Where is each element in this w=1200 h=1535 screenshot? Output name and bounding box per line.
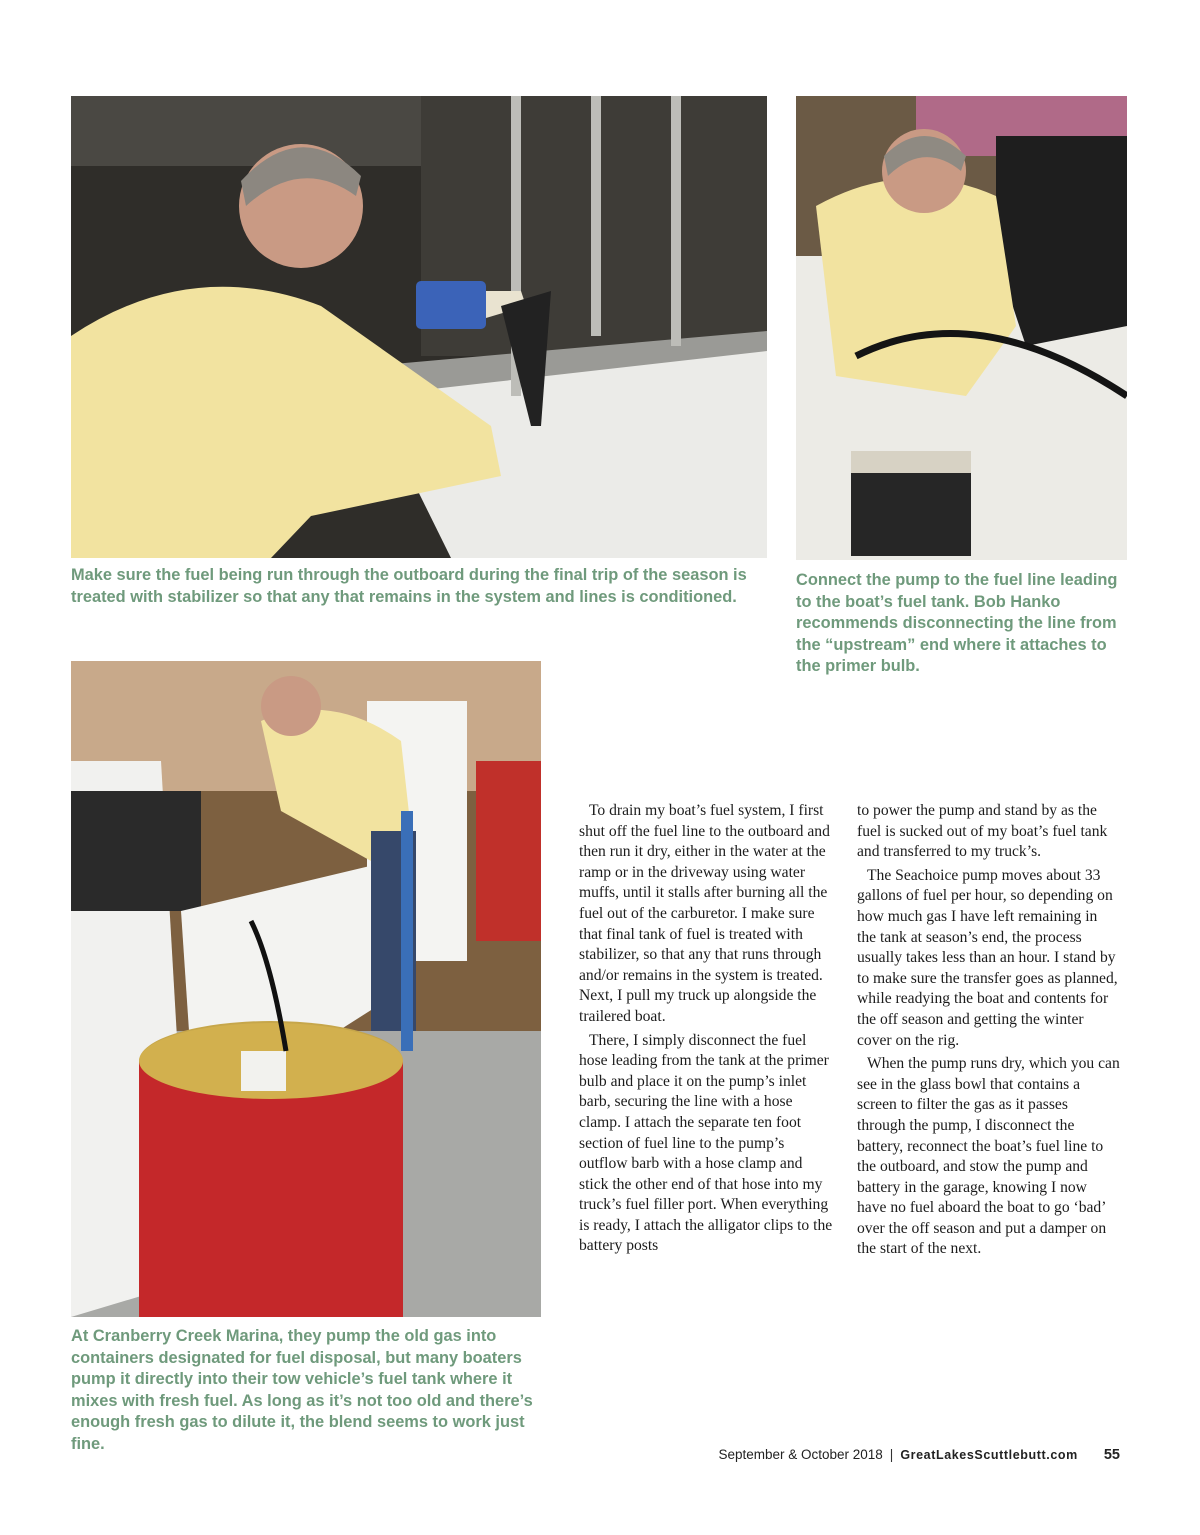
- article-paragraph: The Seachoice pump moves about 33 gallons of fuel per hour, so depending on how much gas I have left remaining in the tank at season’s end, the process usually takes less than an hour. I stand by to make sure the transfer goes as planned, while readying the boat and contents for the off season and getting the winter cover on the rig.: [857, 866, 1118, 1049]
- article-column-1: [579, 801, 835, 1260]
- article-paragraph: When the pump runs dry, which you can see in the glass bowl that contains a screen to filter the gas as it passes through the pump, I disconnect the battery, reconnect the boat’s fuel line to the outboard, and stow the pump and battery in the garage, knowing I now have no fuel aboard the boat to go ‘bad’ over the off season and put a damper on the start of the next.: [857, 1055, 1120, 1258]
- photo-barrel-transfer: [71, 661, 541, 1317]
- issue-date: September & October 2018: [718, 1447, 883, 1462]
- photo-caption: At Cranberry Creek Marina, they pump the old gas into containers designated for fuel disposal, but many boaters pump it directly into their tow vehicle’s fuel tank where it mixes with fresh fuel. As long as it’s not too old and there’s enough fresh gas to dilute it, the blend seems to work just fine.: [71, 1327, 533, 1453]
- photo-connect-pump: [796, 96, 1127, 560]
- article-column-2: [857, 801, 1120, 1263]
- article-paragraph: to power the pump and stand by as the fuel is sucked out of my boat’s fuel tank and transferred to my truck’s.: [857, 802, 1108, 861]
- photo-caption: Connect the pump to the fuel line leading to the boat’s fuel tank. Bob Hanko recommends disconnecting the line from the “upstream” end where it attaches to the primer bulb.: [796, 571, 1118, 675]
- article-paragraph: There, I simply disconnect the fuel hose leading from the tank at the primer bulb and place it on the pump’s inlet barb, securing the line with a hose clamp. I attach the separate ten foot section of fuel line to the pump’s outflow barb with a hose clamp and stick the other end of that hose into my truck’s fuel filler port. When everything is ready, I attach the alligator clips to the battery posts: [579, 1031, 833, 1255]
- article-paragraph: To drain my boat’s fuel system, I first shut off the fuel line to the outboard and then run it dry, either in the water at the ramp or in the driveway using water muffs, until it stalls after burning all the fuel out of the carburetor. I make sure that final tank of fuel is treated with stabilizer, so that any that runs through and/or remains in the system is treated. Next, I pull my truck up alongside the trailered boat.: [579, 802, 830, 1025]
- photo-caption: Make sure the fuel being run through the outboard during the final trip of the season is treated with stabilizer so that any that remains in the system and lines is conditioned.: [71, 566, 747, 606]
- page-footer: [660, 1447, 1120, 1463]
- photo-fuel-stabilizer: [71, 96, 767, 558]
- page-number: 55: [1103, 1447, 1120, 1463]
- footer-separator: |: [889, 1447, 894, 1462]
- site-name: GreatLakesScuttlebutt.com: [900, 1448, 1078, 1462]
